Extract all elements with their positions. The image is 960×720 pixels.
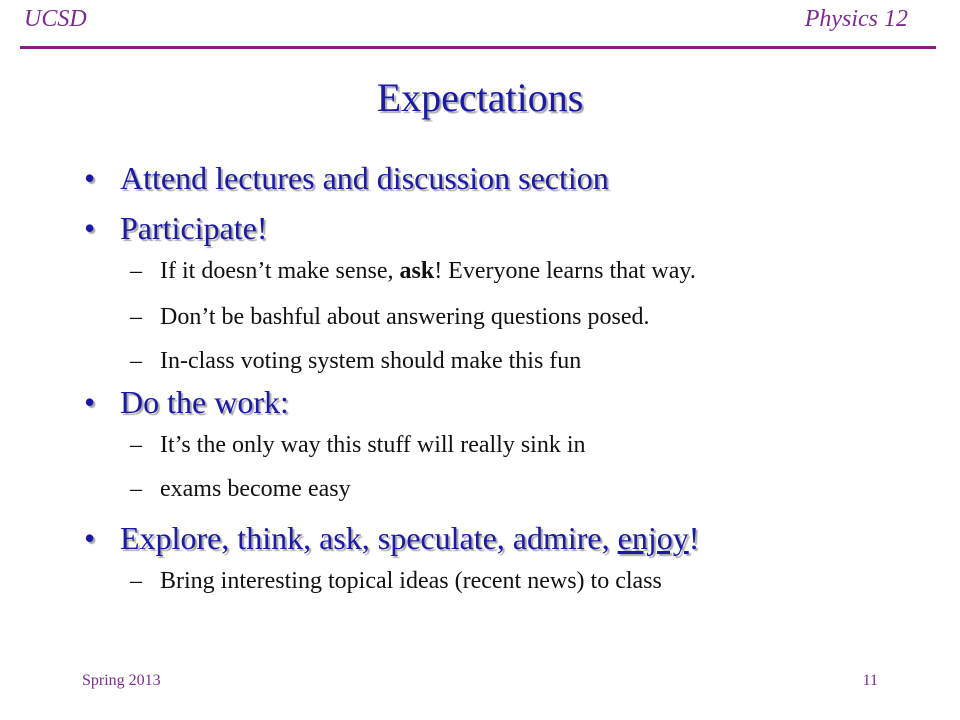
header-right: Physics 12 <box>804 6 908 32</box>
sub-dash: – <box>130 348 142 374</box>
sub-text-post: ! Everyone learns that way. <box>434 258 696 284</box>
sub-dash: – <box>130 476 142 502</box>
bullet-work <box>84 384 289 421</box>
footer-date: Spring 2013 <box>82 672 161 689</box>
sub-voting <box>130 348 581 375</box>
bullet-text: Do the work: <box>120 384 289 420</box>
sub-text: exams become easy <box>160 476 351 502</box>
header-rule <box>20 46 936 49</box>
sub-dash: – <box>130 258 142 284</box>
bullet-dot: • <box>84 210 96 246</box>
bullet-text-before: Explore, think, ask, speculate, admire, <box>120 520 618 556</box>
sub-text: It’s the only way this stuff will really sink in <box>160 432 586 458</box>
slide-title: Expectations <box>376 75 584 120</box>
sub-sink-in <box>130 432 586 459</box>
sub-dash: – <box>130 304 142 330</box>
bullet-attend <box>84 160 609 197</box>
sub-text: Don’t be bashful about answering questions posed. <box>160 304 650 330</box>
bullet-dot: • <box>84 160 96 196</box>
sub-text-bold: ask <box>399 258 435 284</box>
bullet-dot: • <box>84 520 96 556</box>
bullet-text-underlined: enjoy <box>617 520 689 556</box>
bullet-explore <box>84 520 699 557</box>
sub-text-pre: If it doesn’t make sense, <box>160 258 400 284</box>
bullet-participate <box>84 210 267 247</box>
sub-text: Bring interesting topical ideas (recent news) to class <box>160 568 662 594</box>
bullet-text: Attend lectures and discussion section <box>120 160 609 196</box>
sub-bashful <box>130 304 649 331</box>
sub-ask <box>130 258 696 285</box>
bullet-text-after: ! <box>688 520 700 556</box>
sub-dash: – <box>130 568 142 594</box>
sub-topical <box>130 568 662 595</box>
footer-page-number: 11 <box>862 672 878 689</box>
sub-dash: – <box>130 432 142 458</box>
sub-exams <box>130 476 351 503</box>
header-left: UCSD <box>24 6 87 32</box>
sub-text: In-class voting system should make this fun <box>160 348 582 374</box>
bullet-text: Participate! <box>120 210 268 246</box>
bullet-dot: • <box>84 384 96 420</box>
